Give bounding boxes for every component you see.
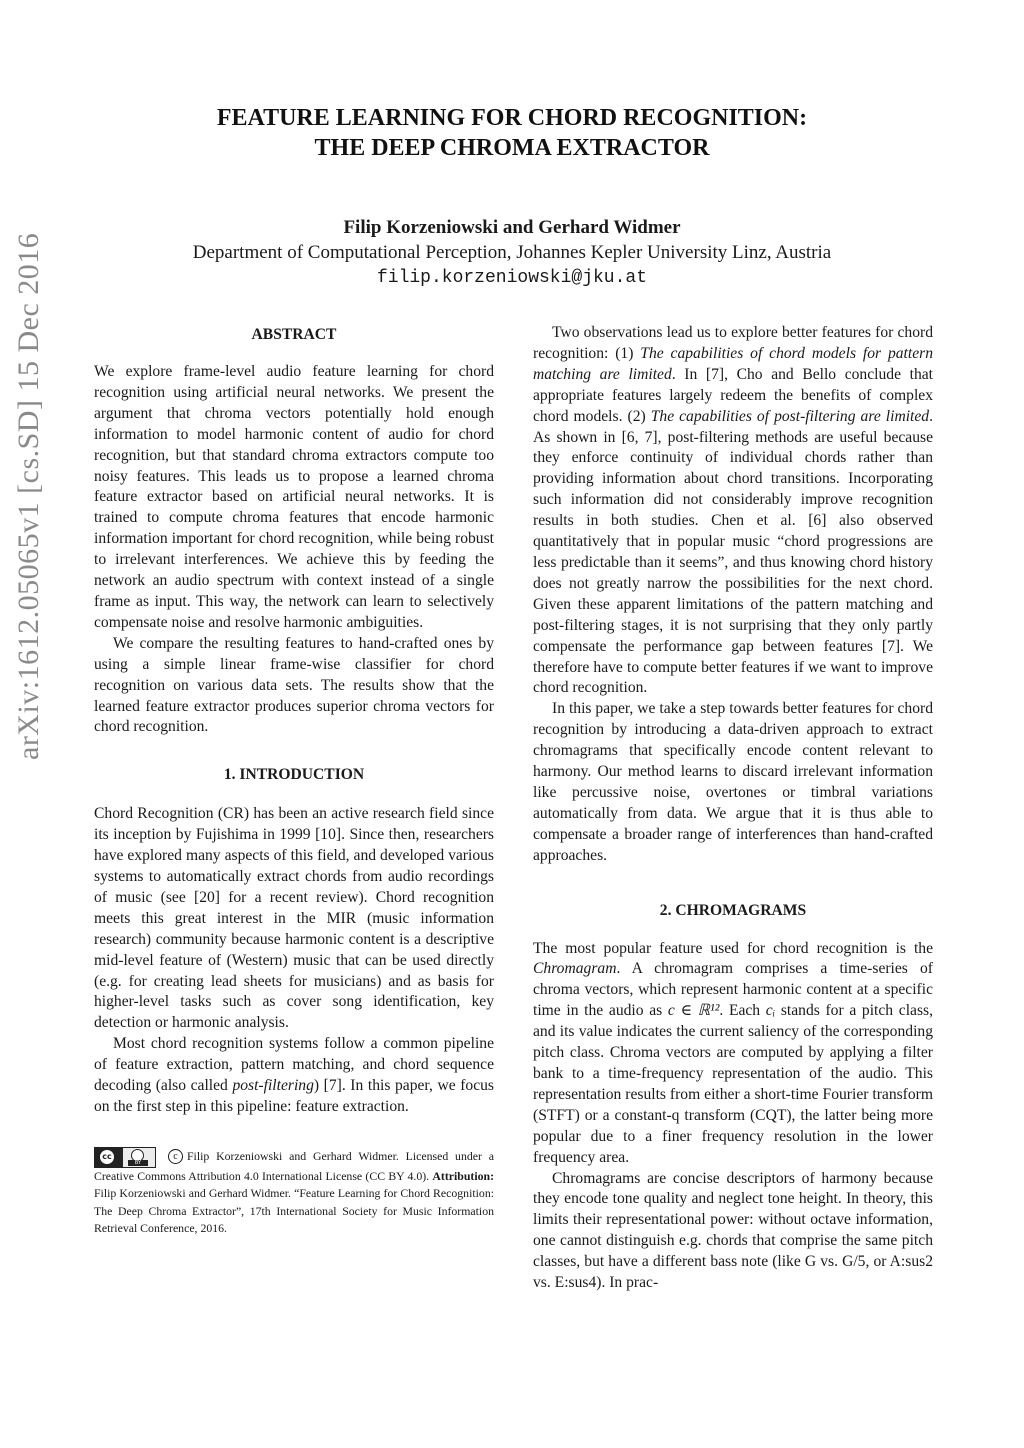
introduction-heading: 1. INTRODUCTION xyxy=(223,766,365,784)
footnote-text-a: Filip Korzeniowski and Gerhard Widmer. Licensed under a Creative Commons Attribution 4.0 International License (CC BY 4.0). xyxy=(94,1149,494,1183)
paper-title-line-1: FEATURE LEARNING FOR CHORD RECOGNITION: xyxy=(216,105,808,131)
paper-title-line-2: THE DEEP CHROMA EXTRACTOR xyxy=(314,135,710,161)
footnote-text-b: Filip Korzeniowski and Gerhard Widmer. “Feature Learning for Chord Recognition: The Deep Chroma Extractor”, 17th International Society for Music Information Retrieval Conference, 2016. xyxy=(94,1186,494,1236)
chroma-text-a: The most popular feature used for chord recognition is the xyxy=(533,939,933,957)
motivation-text-b: . In [7], Cho and Bello conclude that appropriate features largely redeem the benefits of complex chord models. (2) xyxy=(533,365,933,425)
title-block xyxy=(0,103,1024,290)
authors: Filip Korzeniowski and Gerhard Widmer xyxy=(343,217,681,238)
abstract-heading: ABSTRACT xyxy=(251,326,337,343)
chroma-text-b: . A chromagram comprises a time-series of chroma vectors, which represent harmonic content at a specific time in the audio as xyxy=(533,960,933,1020)
intro-p2-text-a: Most chord recognition systems follow a common pipeline of feature extraction, pattern matching, and chord sequence decoding (also called xyxy=(94,1035,494,1095)
chromagrams-paragraph-2: Chromagrams are concise descriptors of harmony because they encode tone quality and neglect tone height. In theory, this limits their representational power: without octave information, one cannot distinguish e.g. chords that comprise the same pitch classes, but have a different bass note (like G vs. G/5, or A:sus2 vs. E:sus4). In prac- xyxy=(533,1169,933,1292)
intro-paragraph-2 xyxy=(94,1034,494,1118)
chroma-emphasis: Chromagram xyxy=(533,960,617,978)
intro-p2-emphasis: post-filtering xyxy=(232,1077,314,1095)
approach-paragraph: In this paper, we take a step towards better features for chord recognition by introducing a data-driven approach to extract chromagrams that specifically encode content relevant to harmony. Our method learns to discard irrelevant information like percussive noise, overtones or timbral variations automatically from data. We argue that it is thus able to compensate a broader range of interferences than hand-crafted approaches. xyxy=(533,700,933,864)
motivation-emphasis-1: The capabilities of chord models for pattern matching are limited xyxy=(533,344,933,383)
chroma-math-component: cᵢ xyxy=(765,1002,776,1020)
cc-logo-icon: cc xyxy=(100,1150,114,1164)
copyright-icon: c xyxy=(168,1149,183,1164)
intro-p2-text-b: ) [7]. In this paper, we focus on the first step in this pipeline: feature extraction. xyxy=(94,1077,494,1115)
left-column xyxy=(94,323,494,1238)
creative-commons-badge-icon[interactable] xyxy=(94,1147,156,1168)
chroma-text-d: stands for a pitch class, and its value indicates the current saliency of the corresponding pitch class. Chroma vectors are computed by applying a filter bank to a time-frequency representation of the audio. This representation results from either a short-time Fourier transform (STFT) or a constant-q transform (CQT), the latter being more popular due to a finer frequency resolution in the lower frequency area. xyxy=(533,1002,933,1166)
cc-badge-left xyxy=(95,1148,123,1167)
footnote-attribution-label: Attribution: xyxy=(432,1168,494,1183)
intro-paragraph-1: Chord Recognition (CR) has been an active research field since its inception by Fujishima in 1999 [10]. Since then, researchers have explored many aspects of this field, and developed various systems to automatically extract chords from audio recordings of music (see [20] for a recent review). Chord recognition meets this great interest in the MIR (music information research) community because harmonic content is a descriptive mid-level feature of (Western) music that can be used directly (e.g. for creating lead sheets for musicians) and as basis for higher-level tasks such as cover song identification, key detection or harmonic analysis. xyxy=(94,805,494,1032)
abstract-paragraph-1: We explore frame-level audio feature learning for chord recognition using artificial neural networks. We present the argument that chroma vectors potentially hold enough information to model harmonic content of audio for chord recognition, but that standard chroma extractors compute too noisy features. This leads us to propose a learned chroma feature extractor based on artificial neural networks. It is trained to compute chroma features that encode harmonic information important for chord recognition, while being robust to irrelevant interferences. We achieve this by feeding the network an audio spectrum with context instead of a single frame as input. This way, the network can learn to selectively compensate noise and resolve harmonic ambiguities. xyxy=(94,363,494,631)
motivation-text-a: Two observations lead us to explore better features for chord recognition: (1) xyxy=(533,324,933,362)
by-label: BY xyxy=(128,1160,148,1166)
chromagrams-paragraph-1 xyxy=(533,939,933,1169)
arxiv-identifier: arXiv:1612.05065v1 [cs.SD] 15 Dec 2016 xyxy=(12,232,45,760)
abstract-paragraph-2: We compare the resulting features to hand-crafted ones by using a simple linear frame-wise classifier for chord recognition on various data sets. The results show that the learned feature extractor produces superior chroma vectors for chord recognition. xyxy=(94,634,494,736)
chromagrams-heading: 2. CHROMAGRAMS xyxy=(659,901,807,919)
motivation-text-c: . As shown in [6, 7], post-filtering methods are useful because they enforce continuity of individual chords rather than providing information about chord transitions. Incorporating such information did not considerably improve recognition results in both studies. Chen et al. [6] also observed quantitatively that in popular music “chord progressions are less predictable than it seems”, and thus knowing chord history does not greatly narrow the possibilities for the next chord. Given these apparent limitations of the pattern matching and post-filtering stages, it is not surprising that they only partly compensate the performance gap between features [7]. We therefore have to compute better features if we want to improve chord recognition. xyxy=(533,407,933,697)
motivation-emphasis-2: The capabilities of post-filtering are limited xyxy=(650,407,930,425)
right-column xyxy=(533,323,933,1294)
motivation-paragraph xyxy=(533,323,933,699)
affiliation: Department of Computational Perception, Johannes Kepler University Linz, Austria xyxy=(192,242,832,263)
author-email[interactable]: filip.korzeniowski@jku.at xyxy=(376,268,648,288)
license-footnote xyxy=(94,1147,494,1238)
chroma-text-c: . Each xyxy=(719,1002,766,1020)
chroma-math-vector: c ∈ ℝ¹² xyxy=(667,1002,720,1020)
